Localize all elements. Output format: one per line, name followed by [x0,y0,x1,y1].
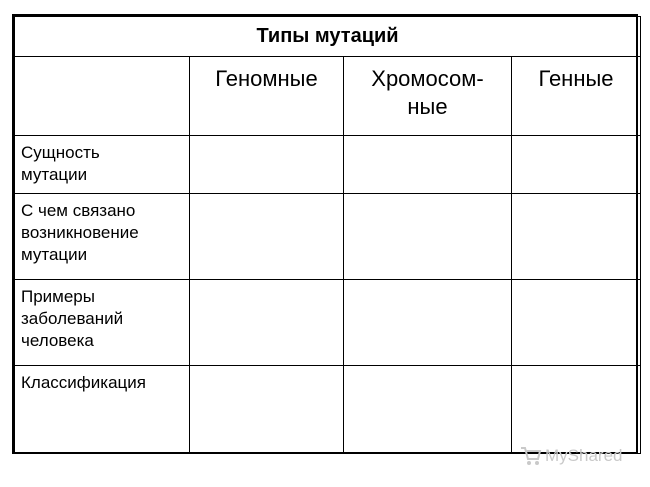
table-cell [190,136,344,194]
header-genomic: Геномные [190,57,344,136]
table-cell [512,280,641,366]
table-cell [190,194,344,280]
table-cell [344,136,512,194]
table-cell [344,366,512,454]
table-title: Типы мутаций [15,17,641,57]
header-chromosomal: Хромосом- ные [344,57,512,136]
table-cell [344,194,512,280]
header-gene: Генные [512,57,641,136]
row-label-cause: С чем связано возникновение мутации [15,194,190,280]
shopping-cart-icon [520,446,542,466]
mutation-types-table-frame [12,14,638,454]
header-empty [15,57,190,136]
row-label-classification: Классификация [15,366,190,454]
table-cell [512,366,641,454]
table-cell [512,194,641,280]
table-cell [190,366,344,454]
watermark-text: MyShared [545,446,623,465]
mutation-types-table [14,16,641,454]
table-cell [344,280,512,366]
watermark [520,446,622,466]
table-cell [190,280,344,366]
row-label-examples: Примеры заболеваний человека [15,280,190,366]
row-label-essence: Сущность мутации [15,136,190,194]
table-cell [512,136,641,194]
